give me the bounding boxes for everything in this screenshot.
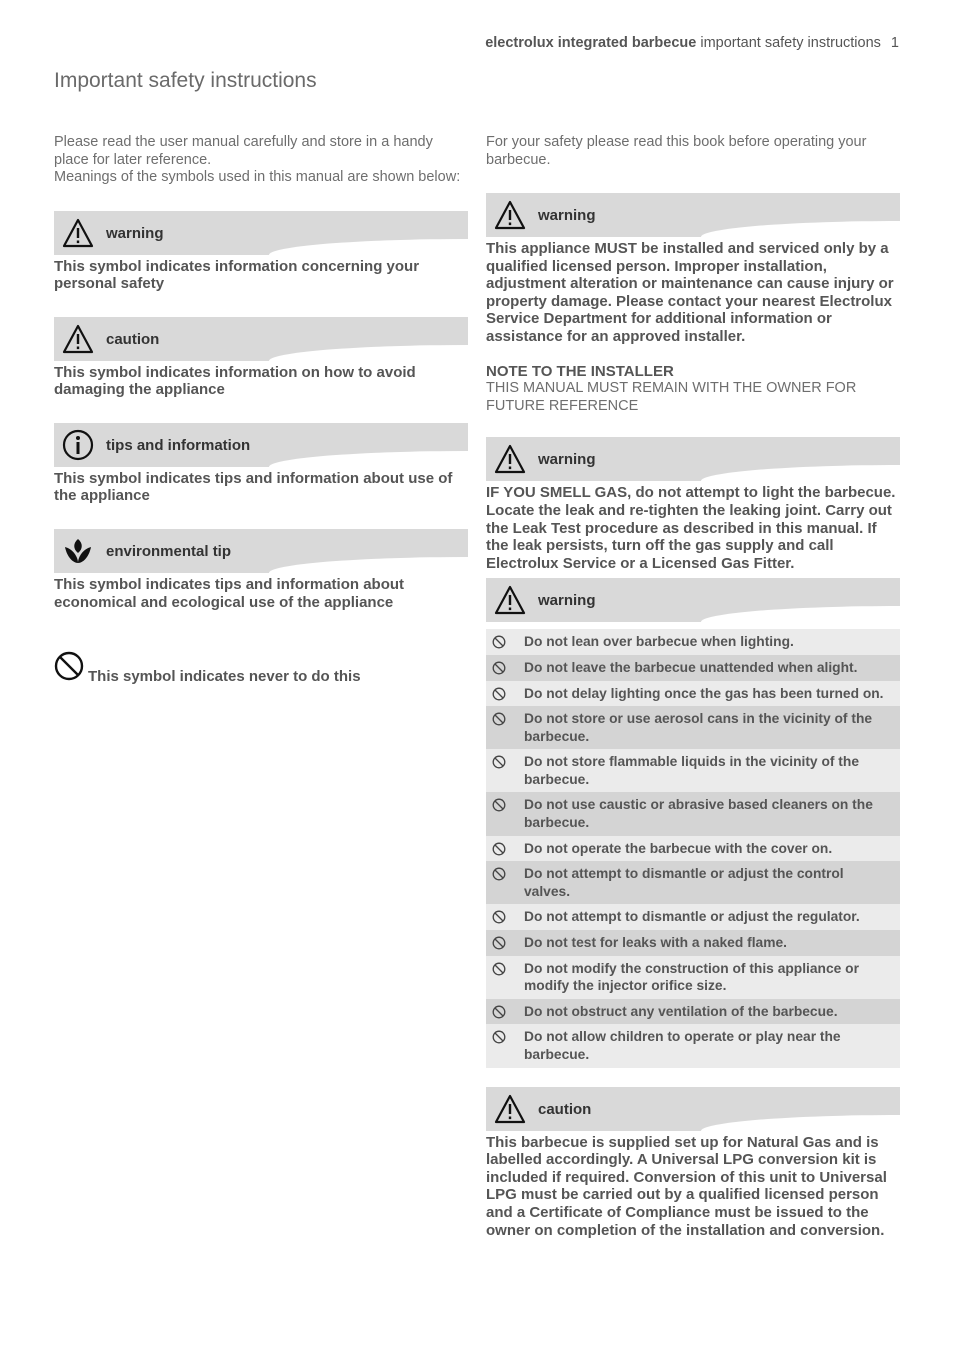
do-not-item-text: Do not store or use aerosol cans in the vicinity of the barbecue. [524,711,873,744]
warning-triangle-icon [494,584,526,616]
never-symbol-text: This symbol indicates never to do this [88,668,361,686]
do-not-list-item [486,930,900,956]
tips-description: This symbol indicates tips and information about use of the appliance [54,469,453,505]
prohibited-icon [492,867,506,881]
warning-description: This symbol indicates information concerning your personal safety [54,257,420,293]
do-not-list-item [486,904,900,930]
prohibited-icon [492,798,506,812]
caution-banner [54,317,468,361]
page-header [485,35,899,51]
header-brand: electrolux integrated barbecue [485,35,697,51]
prohibited-icon [492,1005,506,1019]
warning-triangle-icon [62,217,94,249]
do-not-item-text: Do not use caustic or abrasive based cleaners on the barbecue. [524,797,873,831]
page-title: Important safety instructions [54,69,317,92]
intro-text-2: Meanings of the symbols used in this manual are shown below: [54,169,461,185]
tips-label: tips and information [106,436,251,454]
do-not-item-text: Do not test for leaks with a naked flame. [524,935,787,951]
caution-triangle-icon [62,323,94,355]
warning-triangle-icon [494,443,526,475]
do-not-list-item [486,1024,900,1067]
do-not-item-text: Do not leave the barbecue unattended when alight. [524,659,858,675]
installer-note-heading: NOTE TO THE INSTALLER [486,362,674,380]
prohibited-icon [492,936,506,950]
caution-label: caution [106,330,160,348]
do-not-list-item [486,706,900,749]
warning-banner-3 [486,578,900,622]
do-not-item-text: Do not operate the barbecue with the cover on. [524,840,833,856]
warning-2-label: warning [538,451,596,469]
intro-text-1: Please read the user manual carefully and store in a handy place for later reference. [54,134,433,168]
right-intro: For your safety please read this book before operating your barbecue. [486,134,867,168]
info-circle-icon [62,429,94,461]
prohibited-icon [492,687,506,701]
page-number: 1 [890,35,899,51]
do-not-item-text: Do not store flammable liquids in the vicinity of the barbecue. [524,754,859,787]
prohibited-icon [492,755,506,769]
do-not-list-item [486,836,900,862]
caution-banner-right [486,1087,900,1131]
warning-banner-2 [486,437,900,481]
installer-note-text: THIS MANUAL MUST REMAIN WITH THE OWNER FOR FUTURE REFERENCE [486,380,857,414]
do-not-list-item [486,655,900,681]
environment-leaf-icon [62,535,94,567]
do-not-item-text: Do not lean over barbecue when lighting. [524,634,794,650]
do-not-list-item [486,956,900,999]
header-section: important safety instructions [700,35,881,51]
warning-banner [54,211,468,255]
right-column [486,134,900,1239]
prohibited-icon [492,962,506,976]
warning-1-label: warning [538,207,596,224]
warning-3-label: warning [538,592,596,610]
do-not-item-text: Do not attempt to dismantle or adjust the regulator. [524,909,860,925]
do-not-item-text: Do not attempt to dismantle or adjust the control valves. [524,866,844,899]
warning-banner-1 [486,193,900,237]
do-not-list-item [486,749,900,792]
left-column [54,134,468,685]
gas-smell-warning-text: IF YOU SMELL GAS, do not attempt to light the barbecue. Locate the leak and re-tighten the leaking joint. Carry out the Leak Test procedure as described in this manual. If the leak persists, turn off the gas supply and call Electrolux Service or a Licensed Gas Fitter. [486,484,896,572]
environmental-description: This symbol indicates tips and information about economical and ecological use of the appliance [54,576,405,611]
prohibited-icon [492,712,506,726]
lpg-conversion-caution-text: This barbecue is supplied set up for Natural Gas and is labelled accordingly. A Universal LPG conversion kit is included if required. Conversion of this unit to Universal LPG must be carried out by a qualified licensed person and a Certificate of Compliance must be issued to the owner on completion of the installation and conversion. [486,1133,887,1239]
do-not-list-item [486,792,900,835]
do-not-item-text: Do not allow children to operate or play near the barbecue. [524,1029,841,1062]
warning-triangle-icon [494,199,526,231]
do-not-item-text: Do not delay lighting once the gas has been turned on. [524,685,884,701]
caution-triangle-icon [494,1093,526,1125]
prohibited-icon [492,635,506,649]
do-not-list [486,629,900,1067]
installation-warning-text: This appliance MUST be installed and serviced only by a qualified licensed person. Improper installation, adjustment alteration or maintenance can cause injury or property damage. Please contact your nearest Electrolux Service Department for additional information or assistance for an approved installer. [486,240,894,345]
prohibited-icon [54,651,84,685]
prohibited-icon [492,1030,506,1044]
do-not-item-text: Do not modify the construction of this appliance or modify the injector orifice size. [524,960,859,994]
environmental-label: environmental tip [106,543,232,561]
do-not-list-item [486,861,900,904]
caution-description: This symbol indicates information on how to avoid damaging the appliance [54,363,416,399]
do-not-item-text: Do not obstruct any ventilation of the barbecue. [524,1003,838,1019]
caution-right-label: caution [538,1100,592,1118]
do-not-list-item [486,629,900,655]
environmental-banner [54,529,468,573]
do-not-list-item [486,681,900,707]
prohibited-icon [492,842,506,856]
tips-banner [54,423,468,467]
do-not-list-item [486,999,900,1025]
warning-label: warning [106,224,164,242]
prohibited-icon [492,661,506,675]
prohibited-icon [492,910,506,924]
never-symbol-row [54,651,468,685]
